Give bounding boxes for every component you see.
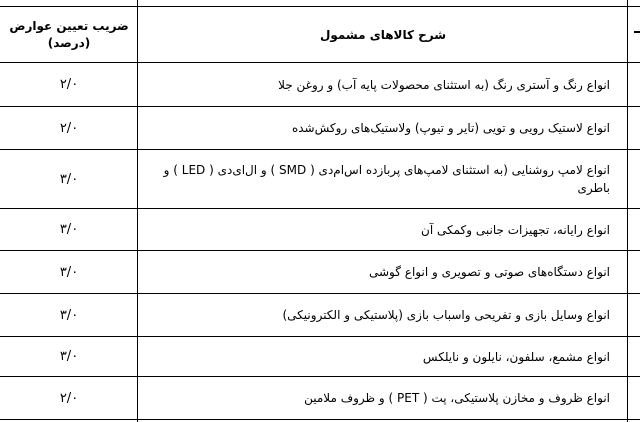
table-row [0,208,640,250]
header-description: شرح کالاهای مشمول [319,27,447,42]
row-coefficient: ۲/۰ [59,77,79,92]
header-coefficient-unit: (درصد) [47,35,91,50]
row-description: انواع وسایل بازی و تفریحی واسباب بازی (پلاستیکی و الکترونیکی) [282,308,610,322]
table-row [0,250,640,293]
row-coefficient: ۳/۰ [59,349,79,364]
row-coefficient: ۳/۰ [59,171,79,187]
header-coefficient-title: ضریب تعیین عوارض [9,18,129,33]
edge-mark [634,31,640,33]
column-divider [137,0,138,422]
table-row [0,62,640,106]
row-description: انواع ظروف و مخازن پلاستیکی، پت ( PET ) و ظروف ملامین [304,391,610,405]
row-coefficient: ۲/۰ [59,120,79,136]
table-row [0,336,640,376]
row-description: انواع مشمع، سلفون، نایلون و نایلکس [422,349,610,364]
header-coefficient [0,7,138,62]
table-row [0,106,640,149]
row-coefficient: ۳/۰ [59,307,79,323]
row-coefficient: ۳/۰ [59,264,79,280]
row-description: انواع رایانه، تجهیزات جانبی وکمکی آن [421,222,610,237]
row-description: انواع رنگ و آستری رنگ (به استثنای محصولات پایه آب) و روغن جلا [278,77,610,92]
table-row [0,376,640,420]
table-header-row [0,6,640,62]
table-row [0,149,640,208]
table-right-border [627,0,628,422]
table-row [0,293,640,336]
row-description: انواع دستگاه‌های صوتی و تصویری و انواع گوشی [369,265,610,279]
row-coefficient: ۳/۰ [59,222,79,237]
row-description: انواع لاستیک رویی و تویی (تایر و تیوپ) ولاستیک‌های روکش‌شده [291,121,610,135]
row-coefficient: ۲/۰ [59,390,79,406]
row-description: انواع لامپ روشنایی (به استثنای لامپ‌های پربازده اس‌ام‌دی ( SMD ) و ال‌ای‌دی ( LED ) و باطری [163,163,610,195]
